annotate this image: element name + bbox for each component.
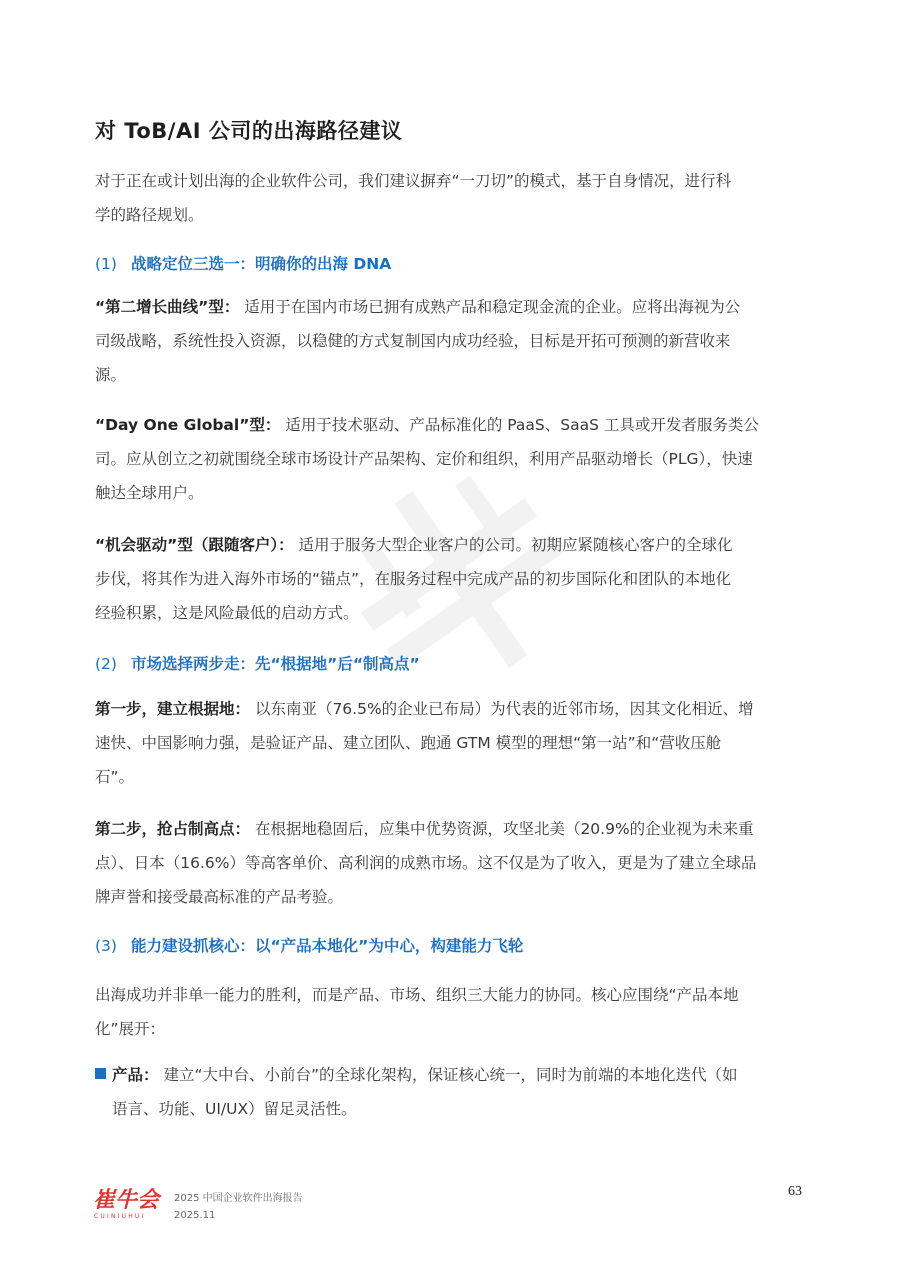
item-label: 产品： xyxy=(112,1066,159,1084)
item-text: 建立“大中台、小前台”的全球化架构，保证核心统一，同时为前端的本地化迭代（如 xyxy=(158,1066,738,1084)
market-step-two xyxy=(95,812,815,914)
item-text: 在根据地稳固后，应集中优势资源，攻坚北美（20.9%的企业视为未来重 xyxy=(250,820,754,838)
section-heading-text: 能力建设抓核心：以“产品本地化”为中心，构建能力飞轮 xyxy=(130,937,524,955)
item-text: 牌声誉和接受最高标准的产品考验。 xyxy=(95,888,344,906)
svg-text:CUINIUHUI: CUINIUHUI xyxy=(94,1213,146,1220)
footer-date: 2025.11 xyxy=(174,1210,216,1221)
market-step-one xyxy=(95,692,815,794)
footer-report-title: 2025 中国企业软件出海报告 xyxy=(174,1193,303,1204)
item-text: 经验积累，这是风险最低的启动方式。 xyxy=(95,604,359,622)
item-label: “第二增长曲线”型： xyxy=(95,298,240,316)
item-text: 司。应从创立之初就围绕全球市场设计产品架构、定价和组织，利用产品驱动增长（PLG），快速 xyxy=(95,450,753,468)
page-title: 对 ToB/AI 公司的出海路径建议 xyxy=(95,119,403,143)
capability-bullet-product xyxy=(95,1058,810,1126)
item-text: 源。 xyxy=(95,366,127,384)
item-text: 速快、中国影响力强，是验证产品、建立团队、跑通 GTM 模型的理想“第一站”和“营收压舱 xyxy=(95,734,722,752)
item-text: 适用于在国内市场已拥有成熟产品和稳定现金流的企业。应将出海视为公 xyxy=(239,298,741,316)
item-text: 触达全球用户。 xyxy=(95,484,204,502)
section-heading-text: 市场选择两步走：先“根据地”后“制高点” xyxy=(130,655,420,673)
section-heading-text: 战略定位三选一：明确你的出海 DNA xyxy=(130,255,392,273)
item-label: “机会驱动”型（跟随客户）： xyxy=(95,536,294,554)
square-bullet-icon xyxy=(95,1068,106,1079)
item-text: 以东南亚（76.5%的企业已布局）为代表的近邻市场，因其文化相近、增 xyxy=(250,700,754,718)
section-heading-2 xyxy=(95,652,420,676)
item-text: 语言、功能、UI/UX）留足灵活性。 xyxy=(112,1100,357,1118)
strategy-item-opportunity-driven xyxy=(95,528,815,630)
intro-paragraph xyxy=(95,164,815,232)
item-text: 适用于服务大型企业客户的公司。初期应紧随核心客户的全球化 xyxy=(293,536,733,554)
item-text: 出海成功并非单一能力的胜利，而是产品、市场、组织三大能力的协同。核心应围绕“产品本地 xyxy=(95,986,739,1004)
section-heading-1 xyxy=(95,252,391,276)
item-text: 石”。 xyxy=(95,768,135,786)
strategy-item-day-one-global xyxy=(95,408,815,510)
item-label: “Day One Global”型： xyxy=(95,416,281,434)
section-heading-3 xyxy=(95,934,523,958)
item-label: 第一步，建立根据地： xyxy=(95,700,251,718)
intro-line: 对于正在或计划出海的企业软件公司，我们建议摒弃“一刀切”的模式，基于自身情况，进行科 xyxy=(95,172,732,190)
svg-text:崔牛会: 崔牛会 xyxy=(93,1188,160,1213)
item-text: 司级战略，系统性投入资源，以稳健的方式复制国内成功经验，目标是开拓可预测的新营收来 xyxy=(95,332,731,350)
item-text: 适用于技术驱动、产品标准化的 PaaS、SaaS 工具或开发者服务类公 xyxy=(280,416,759,434)
item-label: 第二步，抢占制高点： xyxy=(95,820,251,838)
section-number: (3) xyxy=(95,937,117,955)
item-text: 步伐，将其作为进入海外市场的“锚点”，在服务过程中完成产品的初步国际化和团队的本地化 xyxy=(95,570,732,588)
section-number: (1) xyxy=(95,255,117,273)
cuiniuhui-logo-icon xyxy=(93,1183,163,1223)
strategy-item-second-curve xyxy=(95,290,815,392)
section-number: (2) xyxy=(95,655,117,673)
intro-line: 学的路径规划。 xyxy=(95,206,204,224)
item-text: 点）、日本（16.6%）等高客单价、高利润的成熟市场。这不仅是为了收入，更是为了建立全球品 xyxy=(95,854,757,872)
page-number: 63 xyxy=(788,1184,802,1199)
capability-intro xyxy=(95,978,815,1046)
item-text: 化”展开： xyxy=(95,1020,166,1038)
